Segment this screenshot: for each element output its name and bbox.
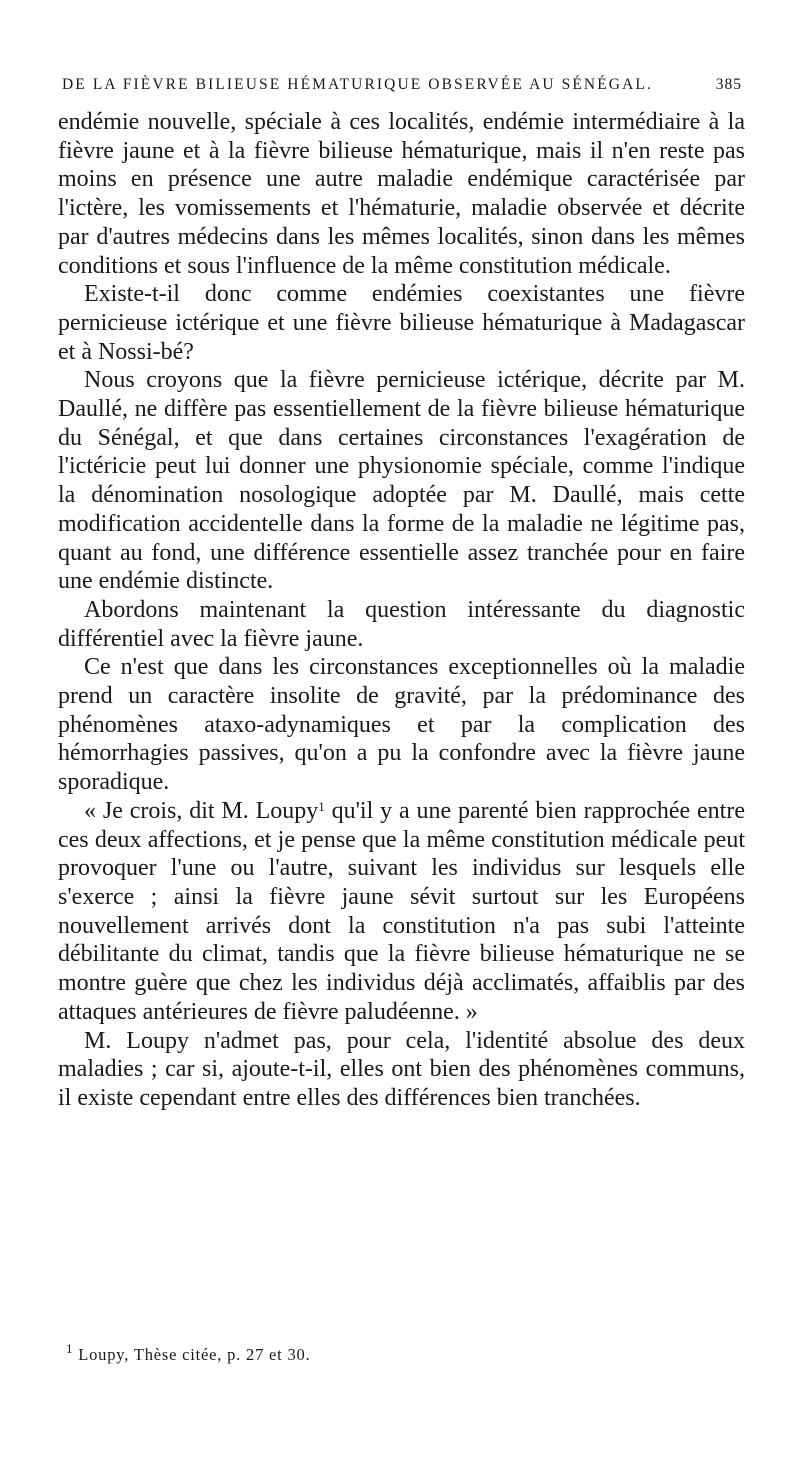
paragraph-7: M. Loupy n'admet pas, pour cela, l'identité absolue des deux maladies ; car si, ajoute-t-il, elles ont bien des phénomènes communs, il existe cependant entre elles des différences bien tranchées. <box>58 1027 745 1111</box>
paragraph-6-quotation <box>58 797 745 1027</box>
paragraph-3: Nous croyons que la fièvre pernicieuse ictérique, décrite par M. Daullé, ne diffère pas essentiellement de la fièvre bilieuse hématurique du Sénégal, et que dans certaines circonstances l'exagération de l'ictéricie peut lui donner une physionomie spéciale, comme l'indique la dénomination nosologique adoptée par M. Daullé, mais cette modification accidentelle dans la forme de la maladie ne légitime pas, quant au fond, une différence essentielle assez tranchée pour en faire une endémie distincte. <box>58 367 745 595</box>
paragraph-1: endémie nouvelle, spéciale à ces localités, endémie intermédiaire à la fièvre jaune et à la fièvre bilieuse hématurique, mais il n'en reste pas moins en présence une autre maladie endémique caractérisée par l'ictère, les vomissements et l'hématurie, maladie observée et décrite par d'autres médecins dans les mêmes localités, sinon dans les mêmes conditions et sous l'influence de la même constitution médicale. <box>58 109 745 279</box>
page-number: 385 <box>715 76 742 93</box>
body-text <box>58 108 745 1113</box>
running-head <box>62 76 742 98</box>
paragraph-2: Existe-t-il donc comme endémies coexistantes une fièvre pernicieuse ictérique et une fièvre bilieuse hématurique à Madagascar et à Nossi-bé? <box>58 281 745 365</box>
paragraph-4: Abordons maintenant la question intéressante du diagnostic différentiel avec la fièvre jaune. <box>58 596 745 652</box>
footnote-marker: 1 <box>66 1341 74 1356</box>
footnote-text: Loupy, Thèse citée, p. 27 et 30. <box>78 1345 311 1364</box>
footnote-reference[interactable]: 1 <box>318 798 325 814</box>
paragraph-5: Ce n'est que dans les circonstances exceptionnelles où la maladie prend un caractère insolite de gravité, par la prédominance des phénomènes ataxo-adynamiques et par la complication des hémorrhagies passives, qu'on a pu la confondre avec la fièvre jaune sporadique. <box>58 654 745 796</box>
quotation-opening: « Je crois, dit M. Loupy <box>84 797 319 824</box>
quotation-body: qu'il y a une parenté bien rapprochée entre ces deux affections, et je pense que la même constitution médicale peut provoquer l'une ou l'autre, suivant les individus sur lesquels elle s'exerce ; ainsi la fièvre jaune sévit surtout sur les Européens nouvellement arrivés dont la constitution n'a pas subi l'atteinte débilitante du climat, tandis que la fièvre bilieuse hématurique ne se montre guère que chez les individus déjà acclimatés, affaiblis par des attaques antérieures de fièvre paludéenne. » <box>58 797 745 1025</box>
footnote <box>66 1341 311 1365</box>
running-head-title: DE LA FIÈVRE BILIEUSE HÉMATURIQUE OBSERVÉE AU SÉNÉGAL. <box>62 76 653 93</box>
